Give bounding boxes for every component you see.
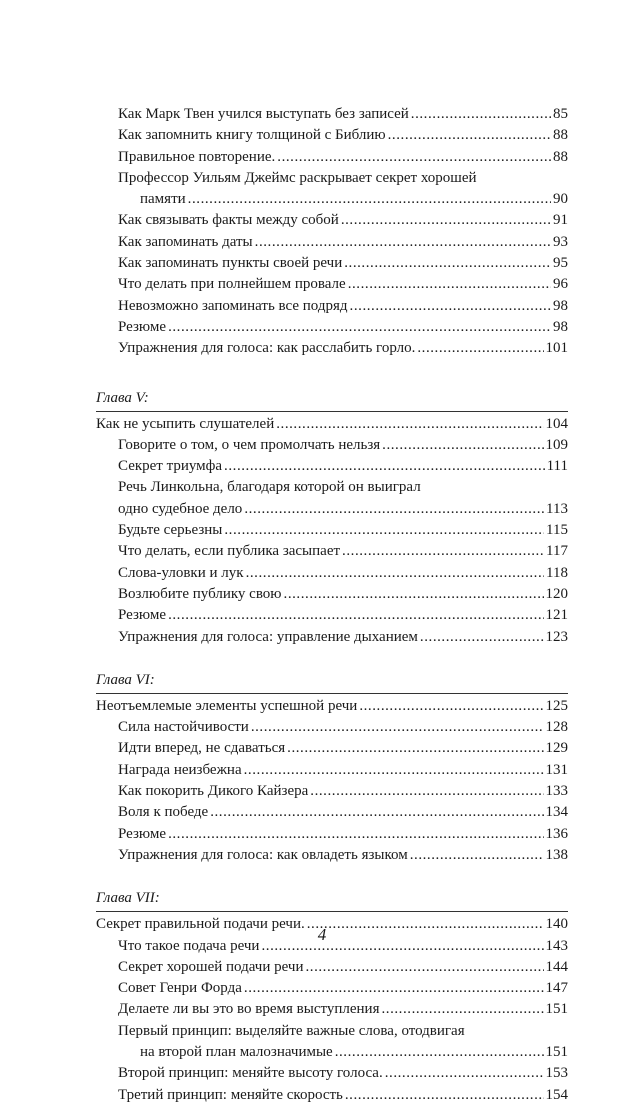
toc-entry xyxy=(96,456,568,477)
toc-entry-page: 118 xyxy=(546,564,568,581)
toc-entry-title: Что делать при полнейшем провале xyxy=(118,276,346,293)
toc-entry-title: Идти вперед, не сдаваться xyxy=(118,740,286,757)
toc-entry-page: 93 xyxy=(553,233,568,250)
dot-leader xyxy=(411,104,551,125)
dot-leader xyxy=(344,253,551,274)
dot-leader xyxy=(417,338,543,359)
toc-entry xyxy=(96,274,568,295)
toc-entry-title: Упражнения для голоса: как овладеть языком xyxy=(118,846,408,863)
toc-entry-title: Как не усыпить слушателей xyxy=(96,415,275,432)
toc-entry xyxy=(96,584,568,605)
toc-entry-page: 147 xyxy=(545,980,568,997)
toc-entry-title-line2: одно судебное дело xyxy=(118,500,243,517)
toc-entry xyxy=(96,253,568,274)
toc-entry xyxy=(96,717,568,738)
toc-entry-title: Резюме xyxy=(118,825,167,842)
dot-leader xyxy=(168,824,543,845)
toc-entry xyxy=(96,978,568,999)
toc-entry-title: Неотъемлемые элементы успешной речи xyxy=(96,697,358,714)
toc-entry-page: 90 xyxy=(553,191,568,208)
dot-leader xyxy=(276,414,543,435)
toc-entry xyxy=(96,627,568,648)
dot-leader xyxy=(385,1063,544,1084)
dot-leader xyxy=(310,781,543,802)
chapter-heading: Глава VII: xyxy=(96,888,568,912)
toc-entry-page: 91 xyxy=(553,212,568,229)
toc-chapter-title xyxy=(96,696,568,717)
toc-entry-page: 109 xyxy=(545,436,568,453)
dot-leader xyxy=(420,627,544,648)
toc-entry-page: 134 xyxy=(545,804,568,821)
dot-leader xyxy=(246,563,544,584)
toc-entry-title: Как связывать факты между собой xyxy=(118,212,339,229)
toc-entry xyxy=(96,477,568,520)
dot-leader xyxy=(410,845,544,866)
toc-entry-title-line1: Речь Линкольна, благодаря которой он выиграл xyxy=(118,479,421,496)
dot-leader xyxy=(359,696,543,717)
dot-leader xyxy=(251,717,544,738)
dot-leader xyxy=(224,520,544,541)
toc-entry-page: 129 xyxy=(545,740,568,757)
toc-entry-title-line1: Профессор Уильям Джеймс раскрывает секрет хорошей xyxy=(118,169,477,186)
toc-entry-title: Награда неизбежна xyxy=(118,761,242,778)
dot-leader xyxy=(244,760,544,781)
toc-entry-title: Секрет хорошей подачи речи xyxy=(118,958,304,975)
dot-leader xyxy=(382,435,543,456)
toc-entry-page: 128 xyxy=(545,719,568,736)
toc-section xyxy=(96,670,568,866)
toc-entry-page: 88 xyxy=(553,148,568,165)
toc-section xyxy=(96,388,568,648)
dot-leader xyxy=(381,999,543,1020)
toc-entry-page: 104 xyxy=(545,415,568,432)
toc-entry-title: Упражнения для голоса: управление дыханием xyxy=(118,628,418,645)
toc-entry xyxy=(96,317,568,338)
toc-entry-title: Как Марк Твен учился выступать без записей xyxy=(118,106,409,122)
dot-leader xyxy=(277,147,551,168)
toc-entry-page: 153 xyxy=(545,1065,568,1082)
toc-entry-title: Что делать, если публика засыпает xyxy=(118,543,341,560)
toc-entry xyxy=(96,802,568,823)
dot-leader xyxy=(188,189,551,210)
toc-entry xyxy=(96,168,568,211)
dot-leader xyxy=(210,802,543,823)
dot-leader xyxy=(244,978,544,999)
toc-entry-title: Делаете ли вы это во время выступления xyxy=(118,1001,380,1018)
toc-entry-page: 125 xyxy=(545,697,568,714)
toc-entry-page: 144 xyxy=(545,958,568,975)
toc-entry-title: Упражнения для голоса: как расслабить горло. xyxy=(118,340,416,357)
toc-entry-page: 85 xyxy=(553,106,568,122)
toc-entry-page: 123 xyxy=(545,628,568,645)
dot-leader xyxy=(335,1042,544,1063)
toc-entry-page: 143 xyxy=(545,937,568,954)
toc-entry xyxy=(96,147,568,168)
dot-leader xyxy=(388,125,551,146)
toc-entry-page: 121 xyxy=(545,607,568,624)
toc-entry-title: Воля к победе xyxy=(118,804,209,821)
toc-entry xyxy=(96,1021,568,1064)
toc-entry-title: Что такое подача речи xyxy=(118,937,260,954)
toc-entry xyxy=(96,435,568,456)
toc-entry xyxy=(96,296,568,317)
dot-leader xyxy=(345,1085,544,1106)
toc-entry-title: Секрет триумфа xyxy=(118,458,223,475)
toc-entry-page: 151 xyxy=(545,1043,568,1060)
toc-entry xyxy=(96,210,568,231)
dot-leader xyxy=(168,317,551,338)
toc-entry xyxy=(96,520,568,541)
toc-entry-page: 95 xyxy=(553,255,568,272)
toc-entry xyxy=(96,781,568,802)
dot-leader xyxy=(287,738,543,759)
dot-leader xyxy=(342,541,544,562)
toc-entry-page: 133 xyxy=(545,783,568,800)
toc-entry-title: Резюме xyxy=(118,318,167,335)
toc-entry-page: 113 xyxy=(546,500,568,517)
toc-entry-page: 131 xyxy=(545,761,568,778)
toc-entry-title-line1: Первый принцип: выделяйте важные слова, отодвигая xyxy=(118,1022,465,1039)
toc-entry-page: 136 xyxy=(545,825,568,842)
toc-entry-page: 98 xyxy=(553,318,568,335)
toc-entry-title: Третий принцип: меняйте скорость xyxy=(118,1086,343,1103)
toc-entry-title: Возлюбите публику свою xyxy=(118,585,282,602)
dot-leader xyxy=(341,210,551,231)
toc-entry-title: Совет Генри Форда xyxy=(118,980,242,997)
toc-entry-page: 115 xyxy=(546,522,568,539)
toc-entry-title: Сила настойчивости xyxy=(118,719,249,736)
toc-entry xyxy=(96,541,568,562)
toc-entry xyxy=(96,1063,568,1084)
toc-entry xyxy=(96,563,568,584)
toc-entry-page: 154 xyxy=(545,1086,568,1103)
page-number: 4 xyxy=(317,925,327,944)
toc-entry xyxy=(96,1085,568,1106)
toc-entry xyxy=(96,125,568,146)
toc-chapter-title xyxy=(96,414,568,435)
toc-entry-title-line2: на второй план малозначимые xyxy=(140,1043,333,1060)
dot-leader xyxy=(224,456,545,477)
dot-leader xyxy=(255,232,551,253)
toc-entry-page: 140 xyxy=(545,916,568,933)
toc-entry-title: Как покорить Дикого Кайзера xyxy=(118,783,309,800)
toc-entry xyxy=(96,824,568,845)
toc-entry-title: Второй принцип: меняйте высоту голоса. xyxy=(118,1065,383,1082)
chapter-heading: Глава VI: xyxy=(96,670,568,694)
dot-leader xyxy=(244,499,544,520)
toc-entry-title-line2: памяти xyxy=(140,191,186,208)
dot-leader xyxy=(348,274,551,295)
toc-section xyxy=(96,888,568,1106)
toc-entry-title: Как запомнить книгу толщиной с Библию xyxy=(118,127,386,144)
toc-entry-page: 98 xyxy=(553,297,568,314)
toc-entry xyxy=(96,957,568,978)
toc-entry-page: 96 xyxy=(553,276,568,293)
toc-entry xyxy=(96,338,568,359)
toc-entry-title: Правильное повторение. xyxy=(118,148,276,165)
toc-entry xyxy=(96,605,568,626)
toc-entry-title: Говорите о том, о чем промолчать нельзя xyxy=(118,436,381,453)
toc-entry xyxy=(96,232,568,253)
toc-entry-title: Секрет правильной подачи речи. xyxy=(96,916,305,933)
toc-entry xyxy=(96,104,568,125)
toc-entry xyxy=(96,738,568,759)
toc-entry xyxy=(96,845,568,866)
toc-entry-page: 88 xyxy=(553,127,568,144)
toc-entry xyxy=(96,999,568,1020)
toc-entry-page: 111 xyxy=(546,458,568,475)
dot-leader xyxy=(168,605,543,626)
toc-entry-page: 120 xyxy=(545,585,568,602)
table-of-contents xyxy=(96,104,568,1106)
toc-entry-title: Невозможно запоминать все подряд xyxy=(118,297,348,314)
toc-entry-page: 117 xyxy=(546,543,568,560)
dot-leader xyxy=(350,296,551,317)
toc-entry-title: Слова-уловки и лук xyxy=(118,564,244,581)
toc-entry-page: 151 xyxy=(545,1001,568,1018)
chapter-heading: Глава V: xyxy=(96,388,568,412)
toc-entry-page: 138 xyxy=(545,846,568,863)
dot-leader xyxy=(305,957,543,978)
dot-leader xyxy=(284,584,544,605)
toc-entry-title: Как запоминать пункты своей речи xyxy=(118,255,343,272)
toc-entry-title: Как запоминать даты xyxy=(118,233,253,250)
toc-section xyxy=(96,104,568,360)
toc-entry-title: Резюме xyxy=(118,607,167,624)
toc-entry xyxy=(96,760,568,781)
toc-entry-page: 101 xyxy=(545,340,568,357)
toc-entry-title: Будьте серьезны xyxy=(118,522,223,539)
